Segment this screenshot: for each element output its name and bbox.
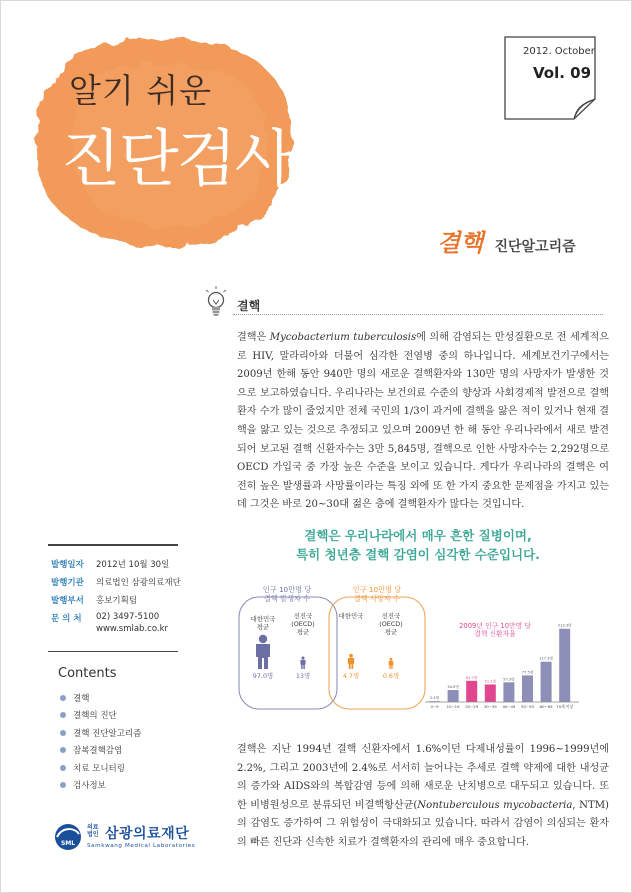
age-tick-label: 0~9 — [430, 704, 439, 709]
age-bar-value-label: 117.3명 — [539, 656, 553, 661]
mortality-cat-2-line1: 선진국 — [381, 612, 401, 620]
issue-date: 2012. October — [523, 46, 595, 57]
info-row-publisher — [51, 576, 181, 594]
age-bar-value-label: 213.3명 — [557, 623, 572, 628]
highlight-line-2: 특히 청년층 결핵 감염이 심각한 수준입니다. — [296, 547, 540, 562]
age-tick-label: 60~69 — [539, 704, 553, 709]
age-tick-label: 30~39 — [483, 704, 497, 709]
incidence-person-2 — [300, 656, 305, 669]
incidence-person-1 — [256, 635, 270, 669]
paragraph-2: 결핵은 지난 1994년 결핵 신환자에서 1.6%이던 다제내성률이 1996~1999년에 2.2%, 그리고 2003년에 2.4%로 서서히 늘어나는 추세로 결핵 약제에 대한 내성균의 증가와 AIDS와의 복합감염 등에 의해 새로운 난치병으로 대두되고 있습니다. 또한 비병원성으로 분류되던 비결핵항산균(Nontuberculous mycobacteria, NTM)의 감염도 증가하여 그 위험성이 극대화되고 있습니다. 따라서 감염이 의심되는 환자의 빠른 진단과 신속한 치료가 결핵환자의 관리에 매우 중요합니다. — [237, 744, 609, 848]
age-bar — [503, 682, 514, 702]
contents-item-label: 치료 모니터링 — [73, 763, 125, 774]
incidence-cat-1-line2: 평균 — [256, 623, 270, 631]
age-bar-value-label: 51.1명 — [484, 679, 497, 684]
info-row-date — [51, 558, 181, 576]
incidence-value-2: 13명 — [295, 672, 311, 680]
contents-item[interactable] — [60, 707, 141, 725]
info-label: 문 의 처 — [51, 614, 82, 624]
contents-item-label: 결핵 — [73, 693, 90, 704]
incidence-cat-2-line3: 평균 — [296, 628, 310, 636]
age-tick-label: 40~49 — [502, 704, 516, 709]
age-bar — [448, 690, 459, 702]
incidence-value-1: 97.0명 — [252, 672, 274, 680]
bullet-icon — [60, 765, 66, 771]
age-bar — [559, 629, 570, 702]
bullet-icon — [60, 747, 66, 753]
contents-item[interactable] — [60, 724, 141, 742]
bullet-icon — [60, 782, 66, 788]
contents-item-label: 검사정보 — [73, 781, 106, 792]
contents-item-label: 결핵 진단알고리즘 — [73, 728, 142, 739]
incidence-cat-1-line1: 대한민국 — [250, 615, 276, 623]
bullet-icon — [60, 730, 66, 736]
age-bar — [466, 681, 477, 702]
website-link[interactable]: www.smlab.co.kr — [96, 624, 168, 634]
mortality-cat-2-line2: (OECD) — [379, 620, 403, 628]
age-chart-title-line2: 결핵 신환자율 — [474, 630, 516, 638]
mortality-cat-2-line3: 평균 — [384, 628, 398, 636]
age-bar-value-label: 61.7명 — [465, 675, 478, 680]
info-label: 발행부서 — [51, 596, 84, 606]
age-tick-label: 20~29 — [465, 704, 479, 709]
contents-item[interactable] — [60, 742, 141, 760]
contents-item[interactable] — [60, 759, 141, 777]
mortality-value-1: 4.7명 — [342, 672, 360, 680]
age-tick-label: 70세 이상 — [556, 704, 574, 709]
incidence-frame — [239, 597, 337, 709]
infographic — [233, 581, 613, 716]
contents-item-label: 결핵의 진단 — [73, 711, 117, 722]
age-tick-label: 10~19 — [446, 704, 460, 709]
mortality-cat-1: 대한민국 — [338, 612, 364, 620]
logo-name: 삼광의료재단 — [105, 826, 190, 842]
age-bar — [541, 662, 552, 702]
info-value: 의료법인 삼광의료재단 — [96, 578, 181, 588]
title-small: 알기 쉬운 — [69, 71, 213, 110]
publication-info — [51, 558, 181, 634]
contents-title: Contents — [58, 666, 117, 681]
info-value: 02) 3497-5100 — [96, 612, 160, 622]
lightbulb-icon — [204, 286, 228, 320]
sidebar-mid-rule — [48, 651, 178, 652]
age-bar-value-label: 2.4명 — [429, 696, 440, 701]
paragraph-1: 결핵은 Mycobacterium tuberculosis에 의해 감염되는 만성질환으로 전 세계적으로 HIV, 말라리아와 더불어 심각한 전염병 중의 하나입니다. 세계보건기구에서는 2009년 한해 동안 940만 명의 새로운 결핵환자와 130만 명의 사망자가 발생한 것으로 보고하였습니다. 우리나라는 보건의료 수준의 향상과 사회경제적 발전으로 결핵환자 수가 많이 줄었지만 전체 국민의 1/3이 과거에 결핵을 앓은 적이 있거나 현재 결핵을 앓고 있는 것으로 추정되고 있으며 2009년 한 해 동안 우리나라에서 새로 발견되어 보고된 결핵 신환자수는 3만 5,845명, 결핵으로 인한 사망자수는 2,292명으로 OECD 가입국 중 가장 높은 수준을 보이고 있습니다. 게다가 우리나라의 결핵은 여전히 높은 발생률과 사망률이라는 특징 외에 또 한 가지 중요한 문제점을 가지고 있는데 그것은 바로 20~30대 젊은 층에 결핵환자가 많다는 것입니다. — [237, 332, 609, 511]
contents-item-label: 잠복결핵감염 — [73, 746, 123, 757]
info-value: 홍보기획팀 — [96, 596, 138, 606]
bullet-icon — [60, 712, 66, 718]
section-divider — [233, 314, 603, 315]
info-label: 발행일자 — [51, 560, 84, 570]
info-row-department — [51, 594, 181, 612]
age-bar-value-label: 77.5명 — [521, 670, 534, 675]
age-bar — [522, 675, 533, 702]
logo-mark: SML — [60, 840, 76, 847]
contents-item[interactable] — [60, 777, 141, 795]
mortality-title-line2: 결핵 사망자 수 — [353, 594, 401, 603]
subject-main: 결핵 — [437, 229, 484, 257]
bullet-icon — [60, 695, 66, 701]
subject-sub: 진단알고리즘 — [494, 239, 576, 255]
subject-heading — [437, 223, 576, 258]
incidence-cat-2-line2: (OECD) — [291, 620, 315, 628]
info-value: 2012년 10월 30일 — [96, 560, 170, 570]
mortality-value-2: 0.6명 — [382, 672, 400, 680]
info-label: 발행기관 — [51, 578, 84, 588]
title-big: 진단검사 — [61, 122, 293, 195]
issue-volume: Vol. 09 — [533, 64, 592, 82]
age-bar-value-label: 34.9명 — [447, 685, 459, 690]
incidence-title-line1: 인구 10만명 당 — [262, 585, 312, 594]
mortality-person-2 — [389, 658, 394, 669]
contents-list — [60, 689, 141, 794]
incidence-title-line2: 결핵 발생자 수 — [263, 594, 311, 603]
logo-english: Samkwang Medical Laboratories — [87, 843, 196, 849]
section-title: 결핵 — [237, 299, 261, 313]
mortality-person-1 — [348, 654, 354, 669]
incidence-cat-2-line1: 선진국 — [293, 612, 313, 620]
age-tick-label: 50~59 — [521, 704, 534, 709]
logo-prefix: 의료법인 — [87, 824, 99, 838]
age-chart-title-line1: 2009년 인구 10만명 당 — [459, 622, 531, 630]
age-bar-value-label: 57.3명 — [503, 677, 515, 682]
highlight-line-1: 결핵은 우리나라에서 매우 흔한 질병이며, — [304, 528, 532, 543]
sidebar-top-rule — [48, 544, 178, 546]
contents-item[interactable] — [60, 689, 141, 707]
mortality-title-line1: 인구 10만명 당 — [352, 585, 402, 594]
age-bar — [485, 684, 496, 702]
